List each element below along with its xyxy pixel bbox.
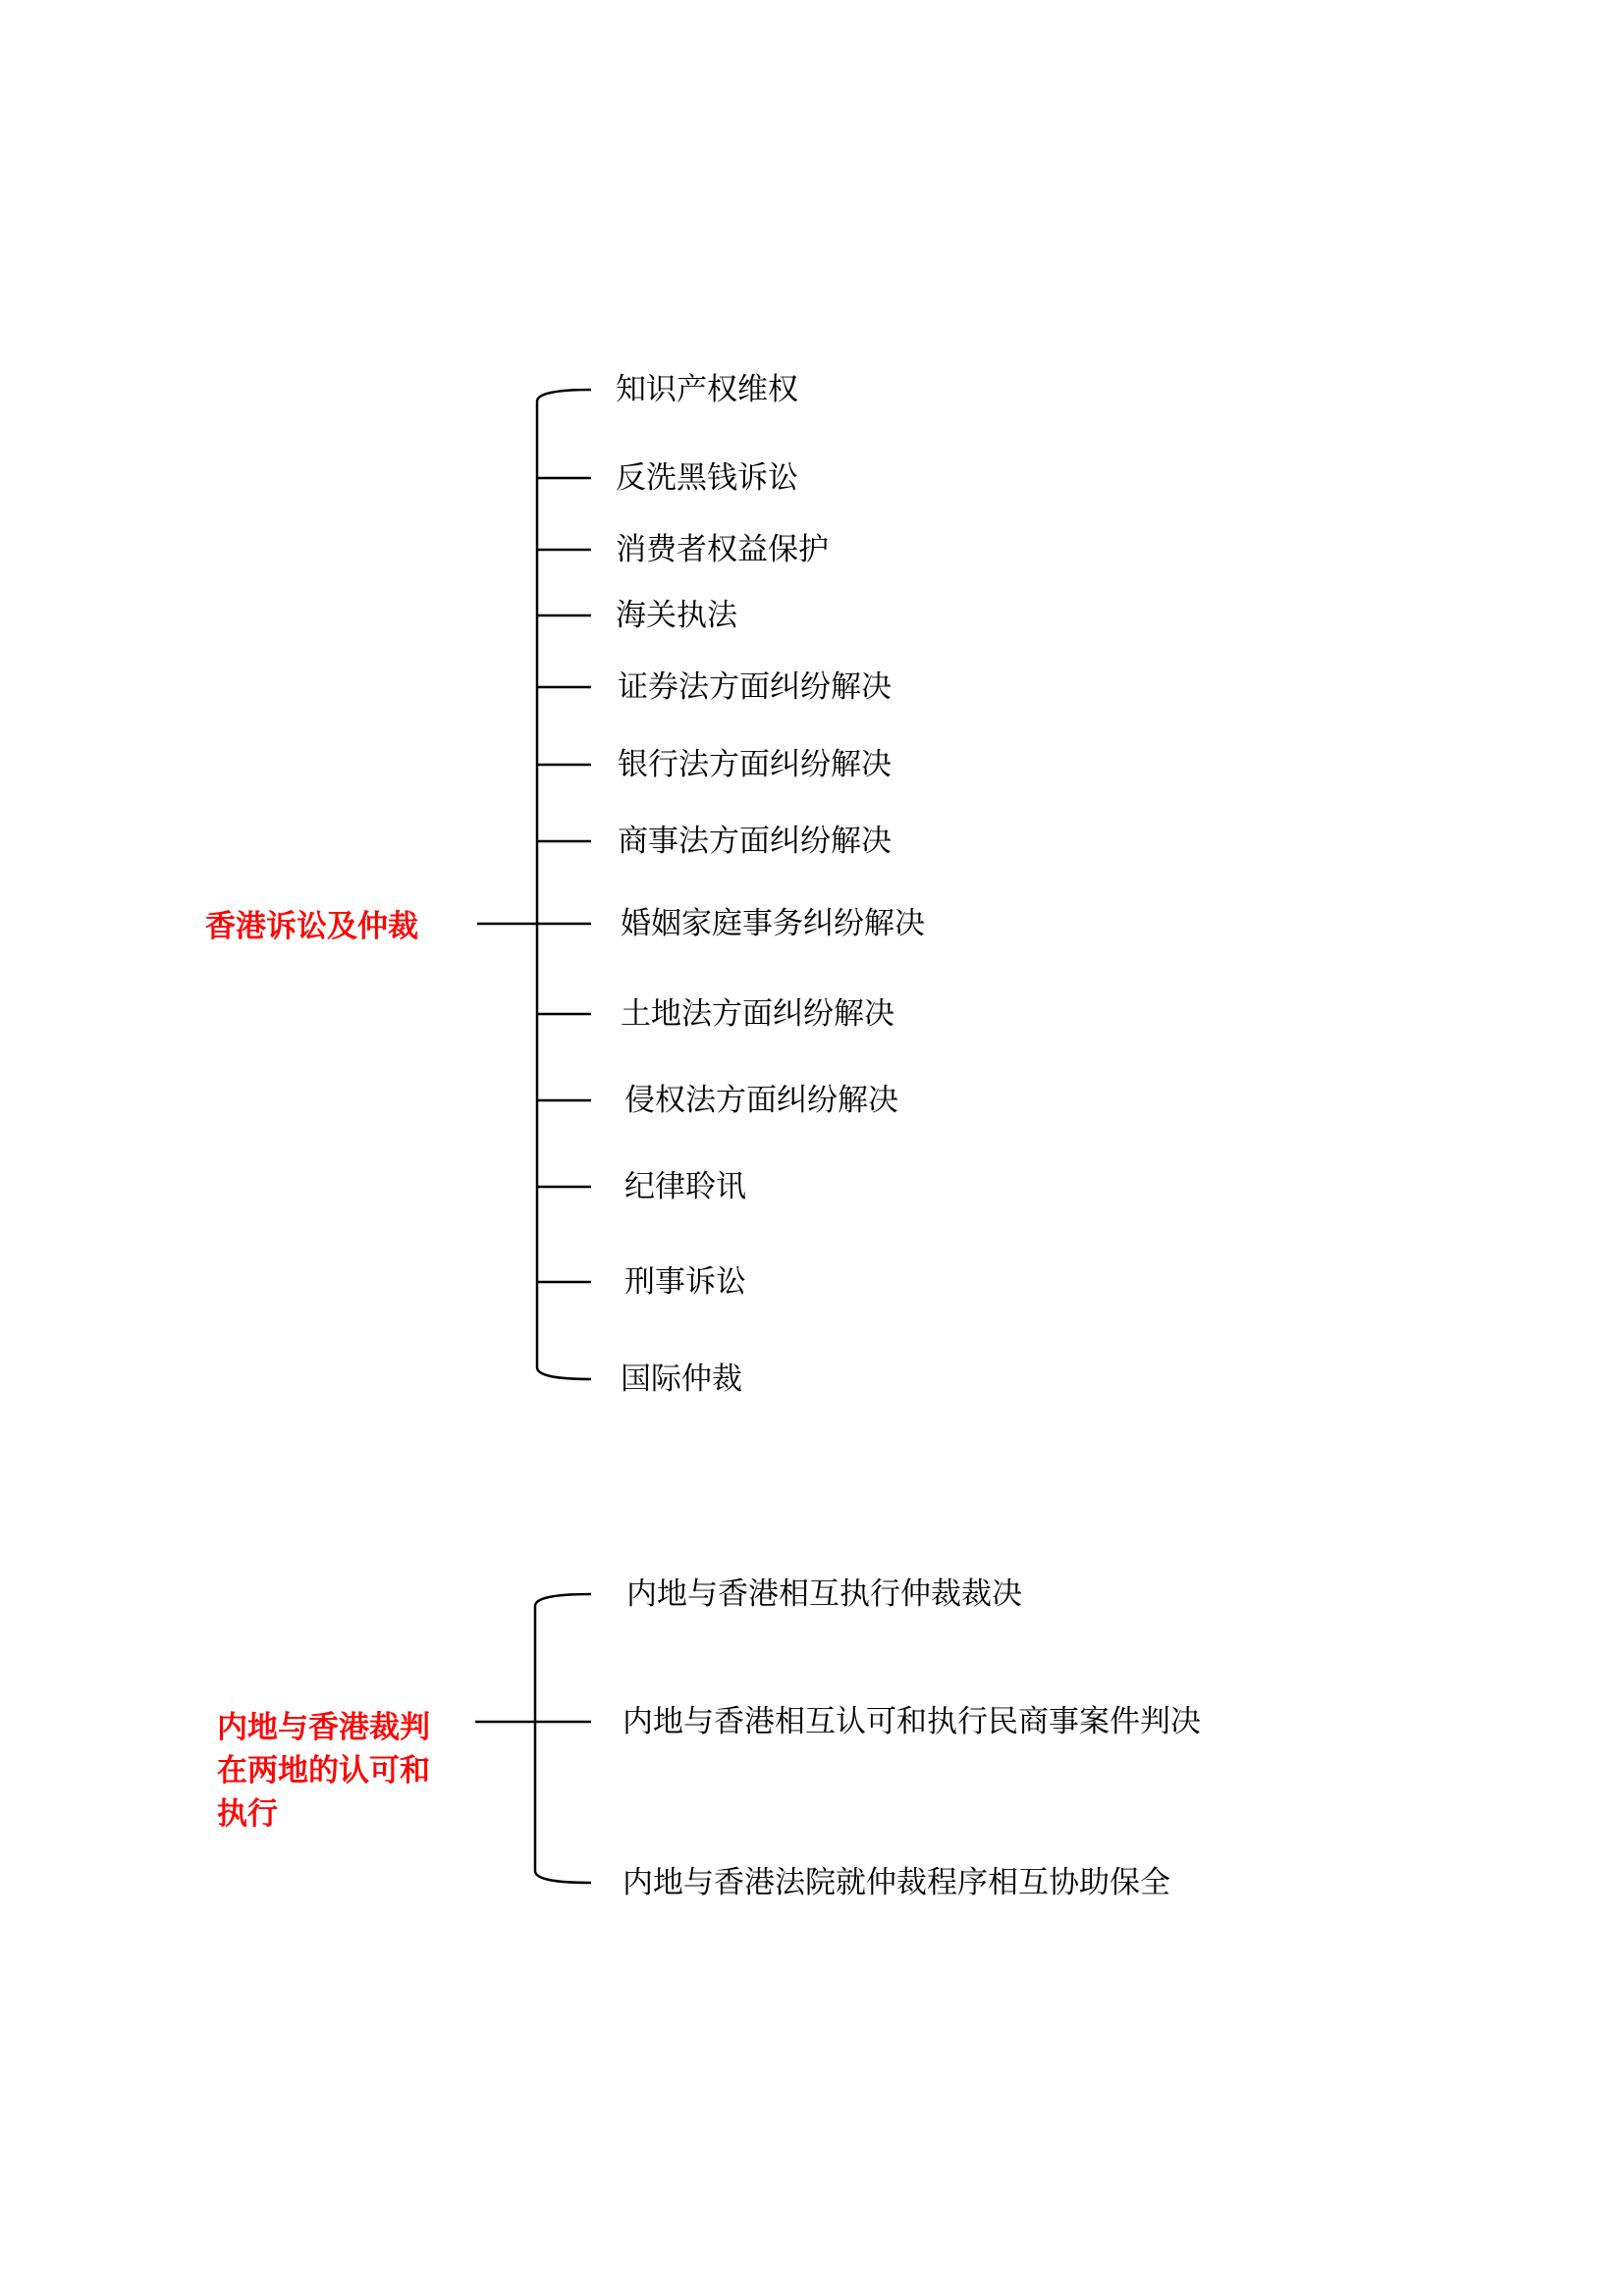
tree1-item-label: 国际仲裁 <box>621 1362 742 1397</box>
tree2-bracket-top <box>535 1594 591 1606</box>
tree1-item-label: 消费者权益保护 <box>616 532 829 567</box>
tree2-connector-lines <box>475 1594 591 1883</box>
tree1-item-label: 知识产权维权 <box>616 372 798 407</box>
tree1-item-label: 纪律聆讯 <box>624 1169 746 1204</box>
tree2-bracket-bottom <box>535 1871 591 1883</box>
tree1-item-label: 海关执法 <box>616 598 737 633</box>
tree1-item-label: 银行法方面纠纷解决 <box>618 747 892 782</box>
tree2-item-label: 内地与香港相互执行仲裁裁决 <box>626 1576 1022 1612</box>
tree1-item-label: 证券法方面纠纷解决 <box>618 669 892 705</box>
tree1-bracket-top <box>537 390 591 401</box>
tree1-item-label: 商事法方面纠纷解决 <box>618 824 892 859</box>
tree2-root-label: 内地与香港裁判 在两地的认可和 执行 <box>217 1710 430 1832</box>
tree1-connector-lines <box>477 390 591 1379</box>
tree1-bracket-bottom <box>537 1367 591 1379</box>
tree2-item-label: 内地与香港法院就仲裁程序相互协助保全 <box>623 1865 1170 1900</box>
tree1-item-label: 婚姻家庭事务纠纷解决 <box>621 906 925 941</box>
tree1-item-label: 刑事诉讼 <box>624 1264 746 1300</box>
tree1-root-label: 香港诉讼及仲裁 <box>205 909 418 944</box>
tree1-item-label: 土地法方面纠纷解决 <box>621 996 894 1032</box>
tree1-item-label: 侵权法方面纠纷解决 <box>624 1083 898 1118</box>
tree1-item-label: 反洗黑钱诉讼 <box>616 460 798 496</box>
tree2-item-label: 内地与香港相互认可和执行民商事案件判决 <box>623 1704 1201 1739</box>
